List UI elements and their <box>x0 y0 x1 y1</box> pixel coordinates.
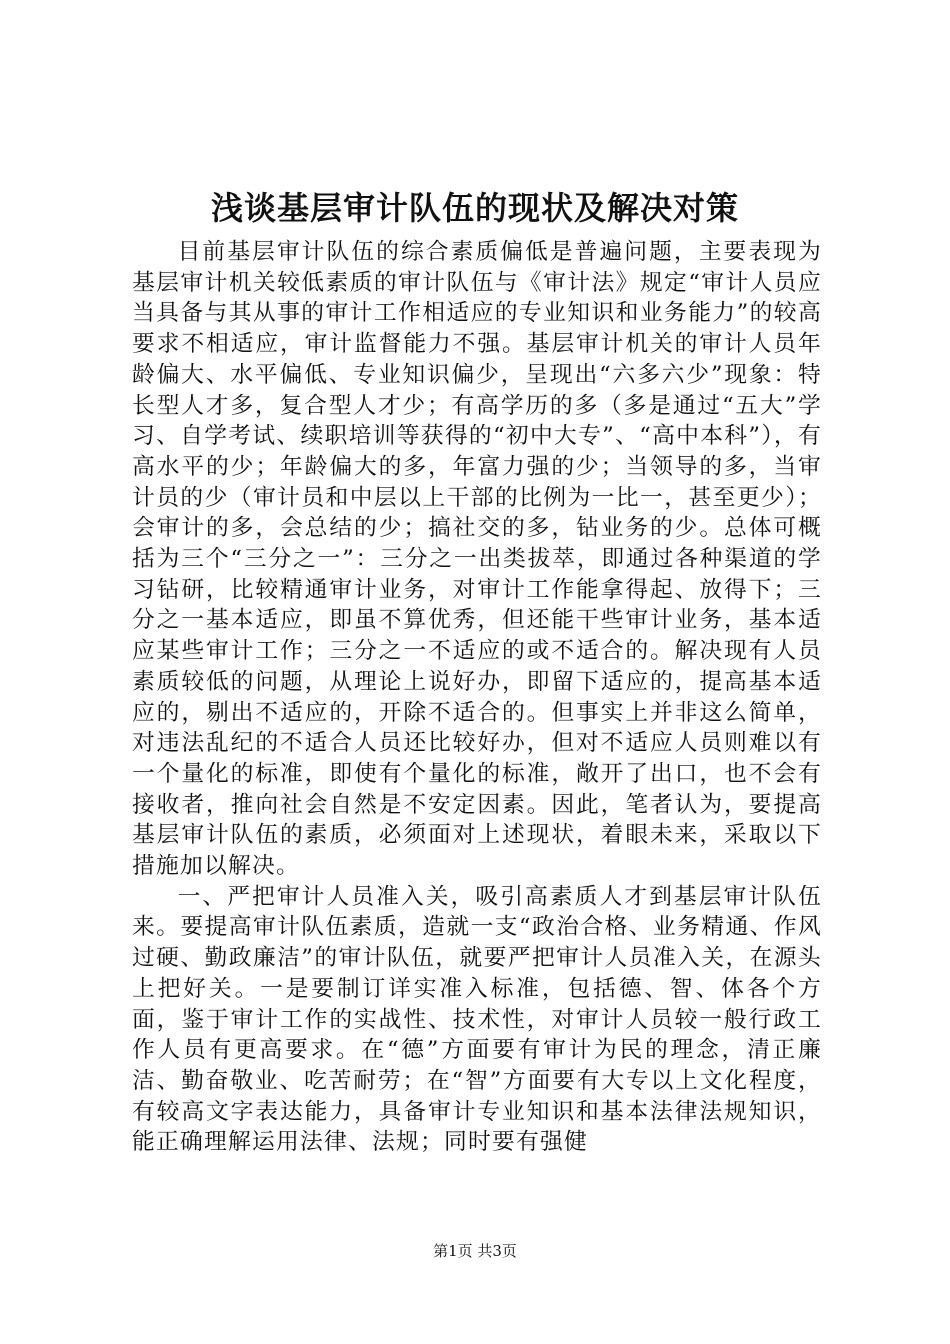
document-body <box>132 237 822 1158</box>
paragraph-section-one: 一、严把审计人员准入关，吸引高素质人才到基层审计队伍来。要提高审计队伍素质，造就一支“政治合格、业务精通、作风过硬、勤政廉洁”的审计队伍，就要严把审计人员准入关，在源头上把好关。一是要制订详实准入标准，包括德、智、体各个方面，鉴于审计工作的实战性、技术性，对审计人员较一般行政工作人员有更高要求。在“德”方面要有审计为民的理念，清正廉洁、勤奋敬业、吃苦耐劳；在“智”方面要有大专以上文化程度，有较高文字表达能力，具备审计专业知识和基本法律法规知识，能正确理解运用法律、法规；同时要有强健 <box>132 883 822 1156</box>
document-title: 浅谈基层审计队伍的现状及解决对策 <box>210 189 739 227</box>
page-footer: 第1页 共3页 <box>433 1242 517 1260</box>
paragraph-intro: 目前基层审计队伍的综合素质偏低是普遍问题，主要表现为基层审计机关较低素质的审计队伍与《审计法》规定“审计人员应当具备与其从事的审计工作相适应的专业知识和业务能力”的较高要求不相适应，审计监督能力不强。基层审计机关的审计人员年龄偏大、水平偏低、专业知识偏少，呈现出“六多六少”现象：特长型人才多，复合型人才少；有高学历的多（多是通过“五大”学习、自学考试、续职培训等获得的“初中大专”、“高中本科”），有高水平的少；年龄偏大的多，年富力强的少；当领导的多，当审计员的少（审计员和中层以上干部的比例为一比一，甚至更少）；会审计的多，会总结的少；搞社交的多，钻业务的少。总体可概括为三个“三分之一”：三分之一出类拔萃，即通过各种渠道的学习钻研，比较精通审计业务，对审计工作能拿得起、放得下；三分之一基本适应，即虽不算优秀，但还能干些审计业务，基本适应某些审计工作；三分之一不适应的或不适合的。解决现有人员素质较低的问题，从理论上说好办，即留下适应的，提高基本适应的，剔出不适应的，开除不适合的。但事实上并非这么简单，对违法乱纪的不适合人员还比较好办，但对不适应人员则难以有一个量化的标准，即使有个量化的标准，敞开了出口，也不会有接收者，推向社会自然是不安定因素。因此，笔者认为，要提高基层审计队伍的素质，必须面对上述现状，着眼未来，采取以下措施加以解决。 <box>132 239 822 880</box>
